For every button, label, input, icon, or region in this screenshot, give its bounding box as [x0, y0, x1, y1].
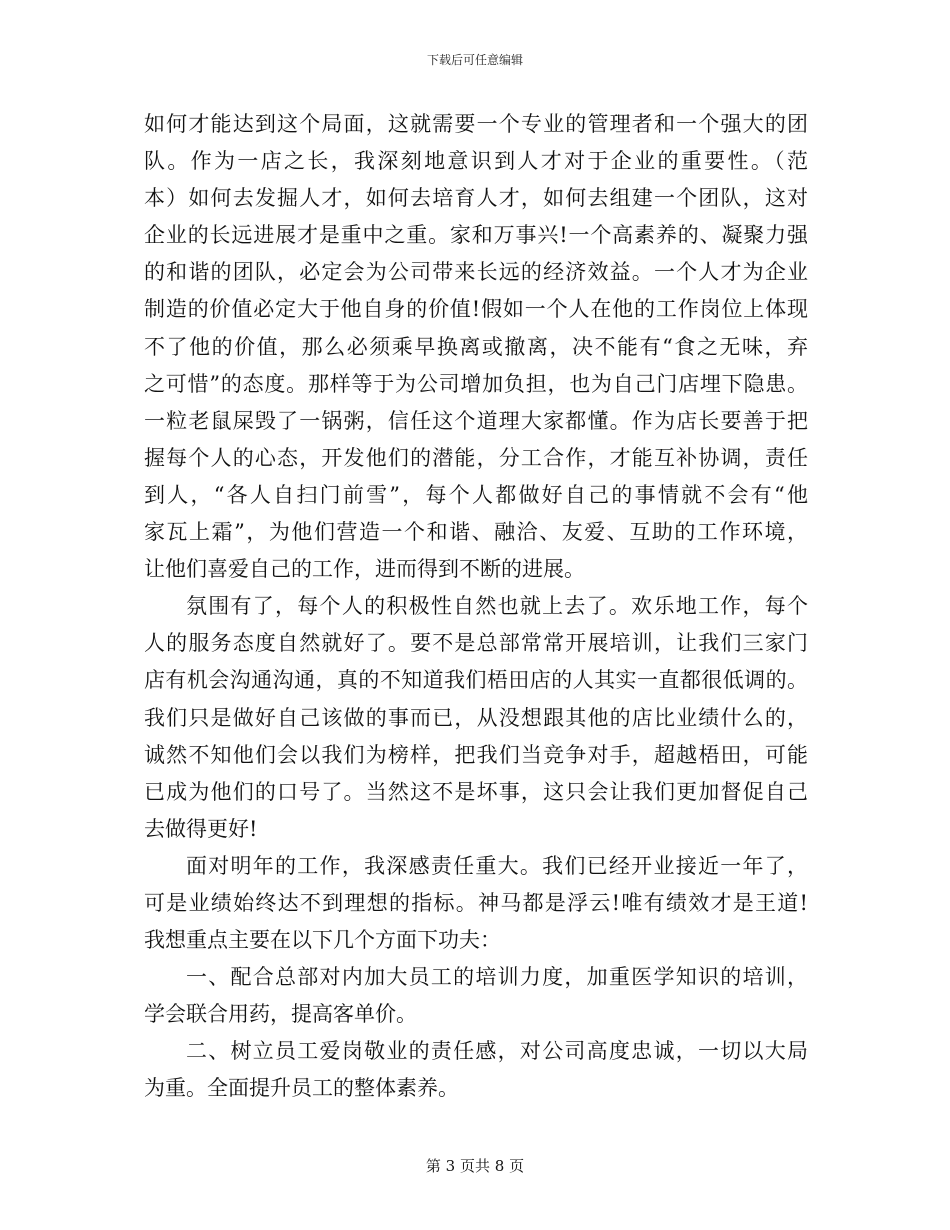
text-line: 学会联合用药，提高客单价。: [144, 1002, 417, 1027]
text-line: 如何才能达到这个局面，这就需要一个专业的管理者和一个强大的团: [144, 112, 808, 136]
page-footer: 第 3 页共 8 页: [425, 1157, 525, 1175]
text-line: 去做得更好!: [144, 816, 258, 841]
text-line: 一粒老鼠屎毁了一锅粥，信任这个道理大家都懂。作为店长要善于把: [144, 408, 808, 433]
text-line: 队。作为一店之长，我深刻地意识到人才对于企业的重要性。（范: [144, 149, 808, 174]
text-line: 握每个人的心态，开发他们的潜能，分工合作，才能互补协调，责任: [144, 445, 808, 470]
text-line: 已成为他们的口号了。当然这不是坏事，这只会让我们更加督促自己: [144, 779, 808, 804]
list-item-line: 一、配合总部对内加大员工的培训力度，加重医学知识的培训，: [186, 965, 808, 990]
text-line: 让他们喜爱自己的工作，进而得到不断的进展。: [144, 557, 585, 582]
text-line: 为重。全面提升员工的整体素养。: [144, 1076, 459, 1101]
page-header: 下载后可任意编辑: [426, 53, 523, 67]
text-line: 本）如何去发掘人才，如何去培育人才，如何去组建一个团队，这对: [144, 186, 808, 211]
text-line: 我想重点主要在以下几个方面下功夫：: [144, 928, 501, 953]
text-line: 之可惜”的态度。那样等于为公司增加负担，也为自己门店埋下隐患。: [144, 371, 808, 396]
text-line: 不了他的价值，那么必须乘早换离或撤离，决不能有“食之无味，弃: [144, 334, 808, 359]
document-body: [144, 106, 808, 1108]
text-line: 人的服务态度自然就好了。要不是总部常常开展培训，让我们三家门: [144, 631, 808, 656]
paragraph-start-line: 氛围有了，每个人的积极性自然也就上去了。欢乐地工作，每个: [186, 594, 808, 619]
text-line: 我们只是做好自己该做的事而已，从没想跟其他的店比业绩什么的，: [144, 705, 808, 730]
text-line: 可是业绩始终达不到理想的指标。神马都是浮云!唯有绩效才是王道!: [144, 890, 808, 915]
paragraph-start-line: 面对明年的工作，我深感责任重大。我们已经开业接近一年了，: [186, 853, 808, 878]
text-line: 制造的价值必定大于他自身的价值!假如一个人在他的工作岗位上体现: [144, 297, 808, 322]
text-line: 到人，“各人自扫门前雪”，每个人都做好自己的事情就不会有“他: [144, 482, 808, 507]
text-line: 店有机会沟通沟通，真的不知道我们梧田店的人其实一直都很低调的。: [144, 668, 808, 693]
text-line: 的和谐的团队，必定会为公司带来长远的经济效益。一个人才为企业: [144, 260, 808, 285]
text-line: 企业的长远进展才是重中之重。家和万事兴!一个高素养的、凝聚力强: [144, 223, 808, 248]
text-line: 家瓦上霜”，为他们营造一个和谐、融洽、友爱、互助的工作环境，: [144, 520, 808, 545]
list-item-line: 二、树立员工爱岗敬业的责任感，对公司高度忠诚，一切以大局: [186, 1039, 808, 1064]
text-line: 诚然不知他们会以我们为榜样，把我们当竞争对手，超越梧田，可能: [144, 742, 808, 767]
